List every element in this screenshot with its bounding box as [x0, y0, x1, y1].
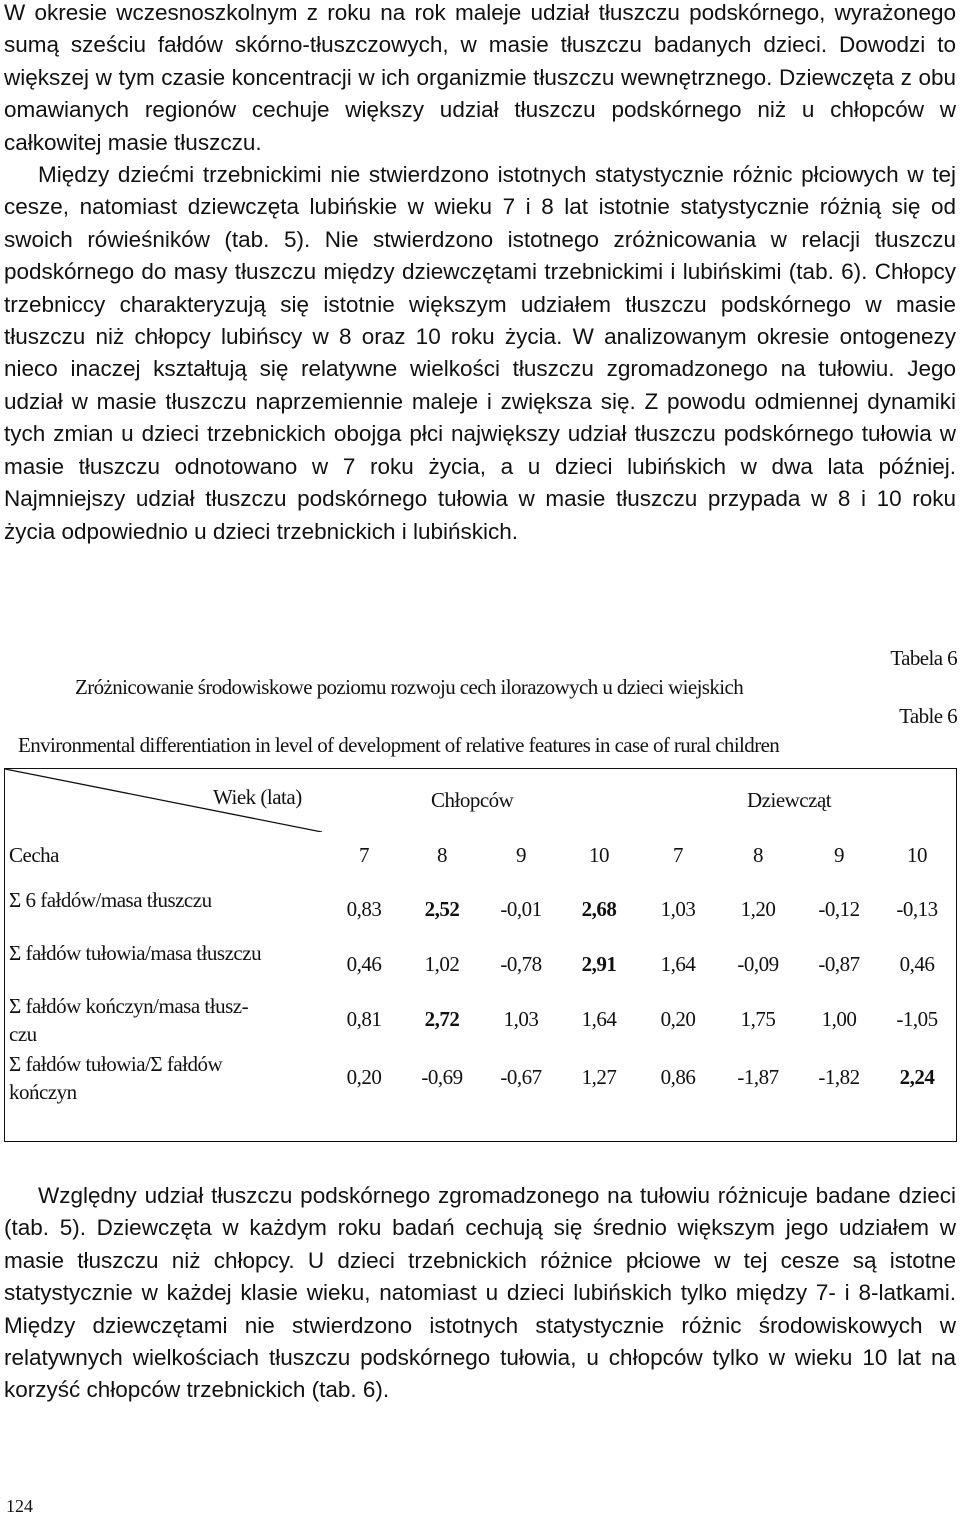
table-cell: 1,03	[503, 1007, 539, 1031]
data-table	[4, 768, 957, 1142]
feature-header: Cecha	[9, 843, 59, 867]
girls-header: Dziewcząt	[747, 788, 832, 812]
table-label-pl: Tabela 6	[890, 646, 957, 670]
table-cell: -0,12	[818, 897, 860, 921]
table-cell: 0,46	[346, 952, 382, 976]
row-label-line: Σ 6 fałdów/masa tłuszczu	[9, 888, 212, 912]
row-label	[9, 1050, 222, 1106]
row-label	[9, 886, 212, 914]
row-label	[9, 939, 261, 967]
table-cell: 0,46	[899, 952, 935, 976]
age-header-cell: 9	[516, 843, 526, 867]
table-title-pl: Zróżnicowanie środowiskowe poziomu rozwoju cech ilorazowych u dzieci wiejskich	[75, 675, 744, 699]
paragraph-2-text: Względny udział tłuszczu podskórnego zgromadzonego na tułowiu różnicuje badane dzieci (tab. 5). Dziewczęta w każdym roku badań cechują się średnio większym jego udziałem w masie tłuszczu niż chłopcy. U dzieci trzebnickich różnice płciowe w tej cesze są istotne statystycznie w każdej klasie wieku, natomiast u dzieci lubińskich tylko między 7- i 8-latkami. Między dziewczętami nie stwierdzono istotnych statystycznie różnic środowiskowych w relatywnych wielkościach tłuszczu podskórnego tułowia, u chłopców tylko w wieku 10 lat na korzyść chłopców trzebnickich (tab. 6).	[4, 1183, 956, 1403]
table-cell: 1,03	[660, 897, 696, 921]
table-cell: 0,20	[346, 1065, 382, 1089]
page-number: 124	[6, 1496, 33, 1516]
table-cell: 1,00	[821, 1007, 857, 1031]
age-header-cell: 7	[359, 843, 369, 867]
table-cell: 1,20	[740, 897, 776, 921]
paragraph-1-text: W okresie wczesnoszkolnym z roku na rok maleje udział tłuszczu podskórnego, wyrażonego sumą sześciu fałdów skórno-tłuszczowych, w masie tłuszczu badanych dzieci. Dowodzi to większej w tym czasie koncentracji w ich organizmie tłuszczu wewnętrznego. Dziewczęta z obu omawianych regionów cechuje większy udział tłuszczu podskórnego niż u chłopców w całkowitej masie tłuszczu.	[4, 0, 956, 155]
row-label-line: Σ fałdów kończyn/masa tłusz-	[9, 994, 249, 1018]
table-cell: 2,52	[424, 897, 460, 921]
table-cell: 0,83	[346, 897, 382, 921]
row-label	[9, 992, 248, 1048]
table-cell: 1,27	[581, 1065, 617, 1089]
table-cell: 0,81	[346, 1007, 382, 1031]
age-header: Wiek (lata)	[213, 785, 302, 809]
boys-header: Chłopców	[431, 788, 514, 812]
table-cell: 1,64	[660, 952, 696, 976]
age-header-cell: 7	[673, 843, 683, 867]
table-cell: -0,78	[500, 952, 542, 976]
age-header-cell: 10	[589, 843, 609, 867]
table-cell: 0,86	[660, 1065, 696, 1089]
paragraph-1b-text: Między dziećmi trzebnickimi nie stwierdzono istotnych statystycznie różnic płciowych w tej cesze, natomiast dziewczęta lubińskie w wieku 7 i 8 lat istotnie statystycznie różnią się od swoich rówieśników (tab. 5). Nie stwierdzono istotnego zróżnicowania w relacji tłuszczu podskórnego do masy tłuszczu między dziewczętami trzebnickimi i lubińskimi (tab. 6). Chłopcy trzebniccy charakteryzują się istotnie większym udziałem tłuszczu podskórnego w masie tłuszczu niż chłopcy lubińscy w 8 oraz 10 roku życia. W analizowanym okresie ontogenezy nieco inaczej kształtują się relatywne wielkości tłuszczu zgromadzonego na tułowiu. Jego udział w masie tłuszczu naprzemiennie maleje i zwiększa się. Z powodu odmiennej dynamiki tych zmian u dzieci trzebnickich obojga płci największy udział tłuszczu podskórnego tułowia w masie tłuszczu odnotowano w 7 roku życia, a u dzieci lubińskich w dwa lata później. Najmniejszy udział tłuszczu podskórnego tułowia w masie tłuszczu przypada w 8 i 10 roku życia odpowiednio u dzieci trzebnickich i lubińskich.	[4, 162, 956, 544]
table-cell: -1,87	[737, 1065, 779, 1089]
table-cell: 1,75	[740, 1007, 776, 1031]
table-cell: -0,87	[818, 952, 860, 976]
row-label-line: Σ fałdów tułowia/Σ fałdów	[9, 1052, 223, 1076]
age-header-cell: 9	[834, 843, 844, 867]
table-cell: 0,20	[660, 1007, 696, 1031]
table-cell: 1,02	[424, 952, 460, 976]
table-cell: -0,69	[421, 1065, 463, 1089]
table-cell: -0,67	[500, 1065, 542, 1089]
table-cell: -0,01	[500, 897, 542, 921]
table-label-en: Table 6	[899, 704, 957, 728]
table-cell: 2,68	[581, 897, 617, 921]
body-paragraph-2	[4, 1180, 956, 1407]
age-header-cell: 8	[753, 843, 763, 867]
age-header-cell: 10	[907, 843, 927, 867]
table-cell: -0,13	[896, 897, 938, 921]
age-header-cell: 8	[437, 843, 447, 867]
row-label-line: kończyn	[9, 1080, 77, 1104]
row-label-line: czu	[9, 1022, 37, 1046]
table-title-en: Environmental differentiation in level of development of relative features in case of rural children	[18, 733, 780, 757]
body-paragraph-1	[4, 0, 956, 548]
table-cell: 1,64	[581, 1007, 617, 1031]
table-cell: -1,82	[818, 1065, 860, 1089]
table-cell: 2,24	[899, 1065, 935, 1089]
table-cell: 2,72	[424, 1007, 460, 1031]
row-label-line: Σ fałdów tułowia/masa tłuszczu	[9, 941, 262, 965]
table-cell: -0,09	[737, 952, 779, 976]
table-cell: -1,05	[896, 1007, 938, 1031]
table-cell: 2,91	[581, 952, 617, 976]
